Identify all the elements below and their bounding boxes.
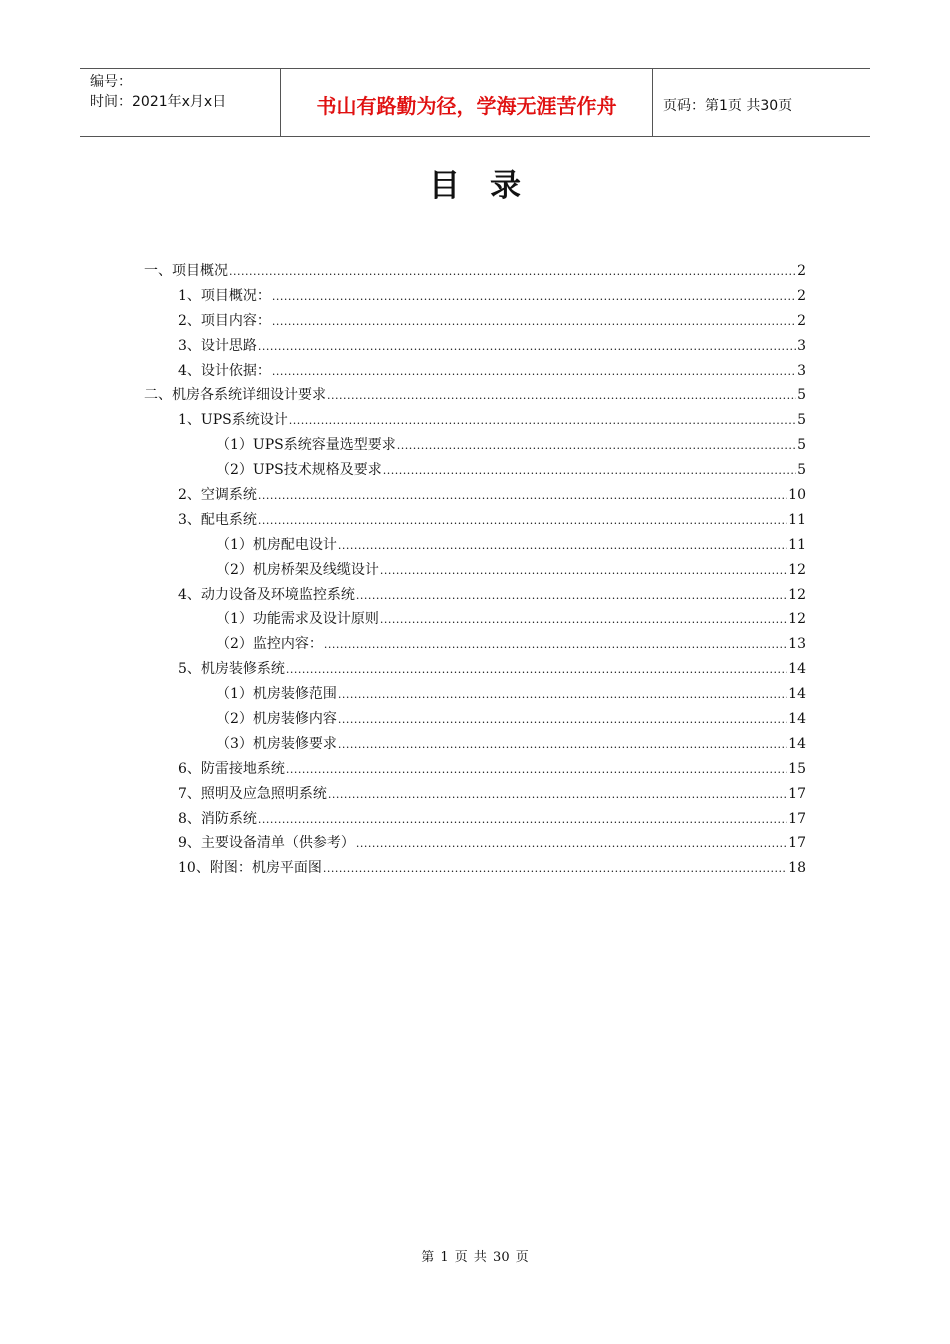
table-of-contents xyxy=(144,259,806,881)
header-page-info: 页码：第1页 共30页 xyxy=(663,97,793,114)
toc-entry-label: 8、消防系统 xyxy=(178,810,257,827)
toc-entry-label: 4、设计依据： xyxy=(178,362,271,379)
toc-entry-page: 12 xyxy=(788,561,806,578)
toc-entry[interactable] xyxy=(144,632,806,657)
toc-entry[interactable] xyxy=(144,284,806,309)
toc-entry-label: 5、机房装修系统 xyxy=(178,661,285,678)
toc-dot-leader xyxy=(272,310,796,335)
toc-dot-leader xyxy=(258,335,796,360)
toc-entry-page: 14 xyxy=(788,711,806,728)
toc-entry[interactable] xyxy=(144,334,806,359)
toc-entry-label: （3）机房装修要求 xyxy=(216,735,337,752)
toc-entry-page: 15 xyxy=(788,760,806,777)
toc-dot-leader xyxy=(328,783,787,808)
toc-entry[interactable] xyxy=(144,508,806,533)
toc-entry-label: （2）机房桥架及线缆设计 xyxy=(216,561,379,578)
page-header xyxy=(80,68,870,137)
toc-entry[interactable] xyxy=(144,607,806,632)
toc-entry-label: 6、防雷接地系统 xyxy=(178,760,285,777)
toc-entry-label: 10、附图：机房平面图 xyxy=(178,860,322,877)
toc-dot-leader xyxy=(380,608,787,633)
toc-dot-leader xyxy=(272,285,796,310)
toc-entry-page: 5 xyxy=(797,387,806,404)
toc-entry[interactable] xyxy=(144,309,806,334)
toc-entry[interactable] xyxy=(144,383,806,408)
toc-entry[interactable] xyxy=(144,533,806,558)
page-title: 目录 xyxy=(429,168,551,204)
toc-entry[interactable] xyxy=(144,782,806,807)
toc-entry-label: 2、项目内容： xyxy=(178,312,271,329)
toc-entry[interactable] xyxy=(144,558,806,583)
toc-dot-leader xyxy=(383,459,796,484)
toc-entry-page: 14 xyxy=(788,735,806,752)
toc-entry-label: （2）UPS技术规格及要求 xyxy=(216,462,382,479)
toc-entry-label: 7、照明及应急照明系统 xyxy=(178,785,327,802)
toc-entry-page: 17 xyxy=(788,785,806,802)
toc-entry[interactable] xyxy=(144,757,806,782)
toc-entry-label: 3、设计思路 xyxy=(178,337,257,354)
toc-dot-leader xyxy=(397,434,796,459)
toc-dot-leader xyxy=(286,658,787,683)
toc-entry-label: 1、UPS系统设计 xyxy=(178,412,288,429)
toc-dot-leader xyxy=(289,409,796,434)
toc-dot-leader xyxy=(327,384,796,409)
toc-entry-page: 17 xyxy=(788,835,806,852)
toc-dot-leader xyxy=(258,808,787,833)
toc-entry-page: 11 xyxy=(788,536,806,553)
toc-entry[interactable] xyxy=(144,359,806,384)
toc-entry-label: 3、配电系统 xyxy=(178,511,257,528)
toc-entry[interactable] xyxy=(144,458,806,483)
toc-entry-label: （1）机房装修范围 xyxy=(216,686,337,703)
toc-entry-label: 二、机房各系统详细设计要求 xyxy=(144,387,326,404)
toc-entry-page: 12 xyxy=(788,611,806,628)
toc-entry[interactable] xyxy=(144,732,806,757)
toc-entry-page: 14 xyxy=(788,686,806,703)
toc-entry[interactable] xyxy=(144,682,806,707)
toc-dot-leader xyxy=(324,633,787,658)
toc-entry-page: 2 xyxy=(797,263,806,279)
toc-entry[interactable] xyxy=(144,657,806,682)
toc-entry-page: 5 xyxy=(797,437,806,454)
toc-dot-leader xyxy=(338,534,787,559)
toc-entry[interactable] xyxy=(144,807,806,832)
toc-entry[interactable] xyxy=(144,433,806,458)
toc-entry-label: 9、主要设备清单（供参考） xyxy=(178,835,355,852)
toc-dot-leader xyxy=(338,733,787,758)
toc-entry-label: （1）机房配电设计 xyxy=(216,536,337,553)
toc-dot-leader xyxy=(356,584,787,609)
toc-entry-page: 13 xyxy=(788,636,806,653)
toc-entry-label: （1）功能需求及设计原则 xyxy=(216,611,379,628)
toc-dot-leader xyxy=(272,360,796,385)
toc-entry-page: 2 xyxy=(797,287,806,304)
toc-entry-label: 4、动力设备及环境监控系统 xyxy=(178,586,355,603)
toc-dot-leader xyxy=(286,758,787,783)
toc-entry[interactable] xyxy=(144,583,806,608)
toc-entry[interactable] xyxy=(144,856,806,881)
toc-entry-page: 17 xyxy=(788,810,806,827)
toc-entry-label: 2、空调系统 xyxy=(178,487,257,504)
toc-dot-leader xyxy=(258,484,787,509)
document-number: 编号： xyxy=(90,74,132,90)
header-meta xyxy=(80,69,280,136)
toc-entry[interactable] xyxy=(144,259,806,284)
toc-entry[interactable] xyxy=(144,408,806,433)
toc-dot-leader xyxy=(380,559,787,584)
toc-dot-leader xyxy=(229,260,796,285)
page-footer: 第 1 页 共 30 页 xyxy=(421,1250,529,1265)
toc-dot-leader xyxy=(258,509,787,534)
header-motto: 书山有路勤为径，学海无涯苦作舟 xyxy=(280,69,653,136)
document-date: 时间：2021年x月x日 xyxy=(90,94,227,110)
toc-entry-label: （1）UPS系统容量选型要求 xyxy=(216,437,396,454)
toc-dot-leader xyxy=(338,708,787,733)
toc-entry-page: 14 xyxy=(788,661,806,678)
toc-entry-page: 11 xyxy=(788,511,806,528)
toc-dot-leader xyxy=(323,857,787,882)
toc-entry-page: 3 xyxy=(797,362,806,379)
toc-entry-page: 12 xyxy=(788,586,806,603)
toc-entry-page: 10 xyxy=(788,487,806,504)
toc-entry[interactable] xyxy=(144,707,806,732)
toc-entry-page: 2 xyxy=(797,312,806,329)
toc-dot-leader xyxy=(356,832,787,857)
toc-entry-page: 5 xyxy=(797,462,806,479)
toc-entry-label: 一、项目概况 xyxy=(144,263,228,279)
toc-entry[interactable] xyxy=(144,831,806,856)
toc-entry-page: 5 xyxy=(797,412,806,429)
toc-entry-label: （2）监控内容： xyxy=(216,636,323,653)
toc-dot-leader xyxy=(338,683,787,708)
toc-entry-page: 3 xyxy=(797,337,806,354)
toc-entry-page: 18 xyxy=(788,860,806,877)
toc-entry[interactable] xyxy=(144,483,806,508)
toc-entry-label: 1、项目概况： xyxy=(178,287,271,304)
toc-entry-label: （2）机房装修内容 xyxy=(216,711,337,728)
